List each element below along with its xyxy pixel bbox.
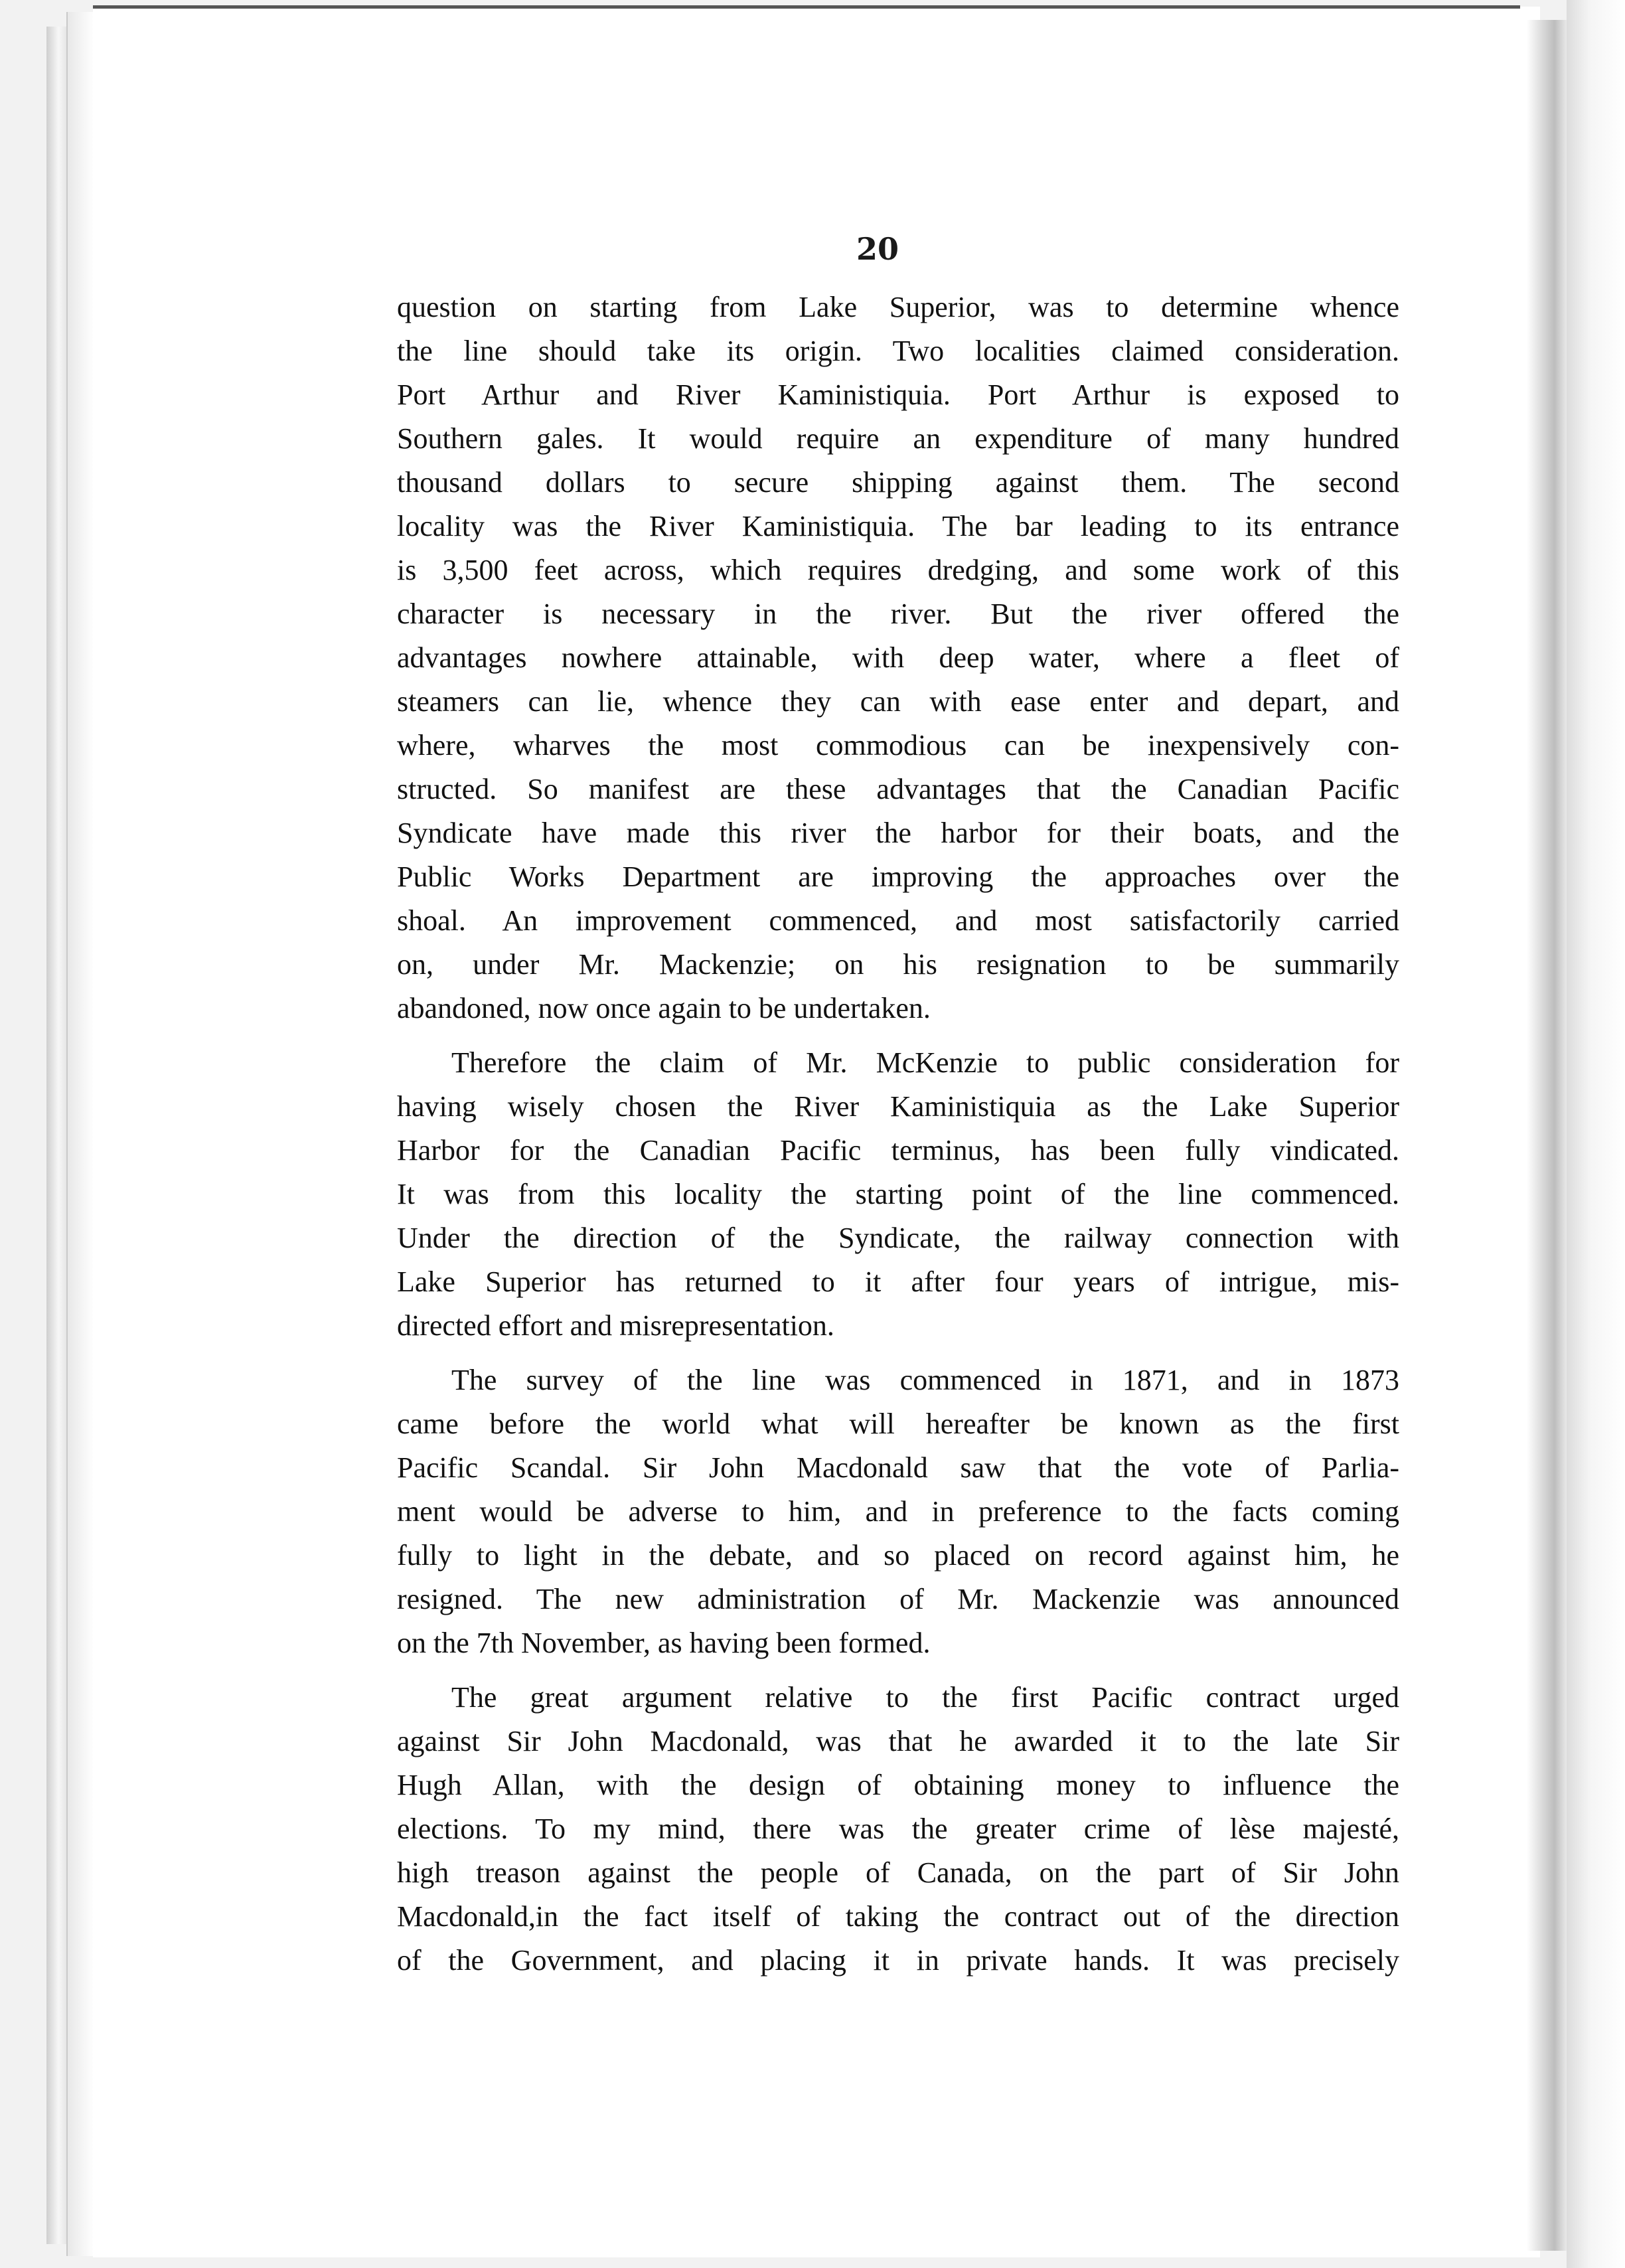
text-line: having wisely chosen the River Kaministiquia as the Lake Superior xyxy=(397,1090,1399,1123)
text-line: high treason against the people of Canada, on the part of Sir John xyxy=(397,1856,1399,1889)
text-line: elections. To my mind, there was the greater crime of lèse majesté, xyxy=(397,1813,1399,1845)
text-line: Port Arthur and River Kaministiquia. Port Arthur is exposed to xyxy=(397,378,1399,411)
text-line: where, wharves the most commodious can be inexpensively con- xyxy=(397,729,1399,762)
text-line: Macdonald,in the fact itself of taking the contract out of the direction xyxy=(397,1900,1399,1933)
text-line: resigned. The new administration of Mr. Mackenzie was announced xyxy=(397,1583,1399,1615)
text-line: structed. So manifest are these advantages that the Canadian Pacific xyxy=(397,773,1399,805)
text-line: Therefore the claim of Mr. McKenzie to public consideration for xyxy=(451,1046,1399,1079)
text-line: advantages nowhere attainable, with deep water, where a fleet of xyxy=(397,641,1399,674)
text-line: thousand dollars to secure shipping against them. The second xyxy=(397,466,1399,499)
text-line: shoal. An improvement commenced, and most satisfactorily carried xyxy=(397,904,1399,937)
page-number: 20 xyxy=(856,231,899,267)
text-line: directed effort and misrepresentation. xyxy=(397,1309,834,1342)
paragraph-gap xyxy=(397,1030,1399,1041)
scan-top-edge xyxy=(93,5,1520,9)
text-line: on the 7th November, as having been formed. xyxy=(397,1627,931,1659)
text-line: Pacific Scandal. Sir John Macdonald saw that the vote of Parlia- xyxy=(397,1451,1399,1484)
text-line: Syndicate have made this river the harbor for their boats, and the xyxy=(397,817,1399,849)
text-line: Lake Superior has returned to it after four years of intrigue, mis- xyxy=(397,1265,1399,1298)
paragraph-gap xyxy=(397,1665,1399,1676)
text-line: fully to light in the debate, and so placed on record against him, he xyxy=(397,1539,1399,1572)
text-line: The great argument relative to the first Pacific contract urged xyxy=(451,1681,1399,1714)
text-line: abandoned, now once again to be undertaken. xyxy=(397,992,931,1024)
page-gutter-shadow xyxy=(1527,20,1567,2251)
text-line: The survey of the line was commenced in 1871, and in 1873 xyxy=(451,1364,1399,1396)
text-line: is 3,500 feet across, which requires dredging, and some work of this xyxy=(397,554,1399,586)
text-line: locality was the River Kaministiquia. The bar leading to its entrance xyxy=(397,510,1399,542)
text-line: It was from this locality the starting point of the line commenced. xyxy=(397,1178,1399,1210)
page-stack-edge-left xyxy=(46,27,66,2244)
text-line: against Sir John Macdonald, was that he awarded it to the late Sir xyxy=(397,1725,1399,1757)
text-line: Under the direction of the Syndicate, the railway connection with xyxy=(397,1222,1399,1254)
text-line: Southern gales. It would require an expenditure of many hundred xyxy=(397,422,1399,455)
body-text xyxy=(397,285,1399,1983)
text-line: Public Works Department are improving the approaches over the xyxy=(397,860,1399,893)
text-line: Harbor for the Canadian Pacific terminus, has been fully vindicated. xyxy=(397,1134,1399,1167)
page-stack-edge-right xyxy=(1567,0,1625,2268)
text-line: Hugh Allan, with the design of obtaining money to influence the xyxy=(397,1769,1399,1801)
text-line: ment would be adverse to him, and in preference to the facts coming xyxy=(397,1495,1399,1528)
text-line: steamers can lie, whence they can with ease enter and depart, and xyxy=(397,685,1399,718)
text-line: of the Government, and placing it in private hands. It was precisely xyxy=(397,1944,1399,1977)
paragraph-gap xyxy=(397,1348,1399,1358)
page-stack-edge-left-inner xyxy=(66,12,94,2256)
text-line: on, under Mr. Mackenzie; on his resignation to be summarily xyxy=(397,948,1399,981)
text-line: character is necessary in the river. But the river offered the xyxy=(397,598,1399,630)
text-line: question on starting from Lake Superior, was to determine whence xyxy=(397,291,1399,323)
text-line: the line should take its origin. Two localities claimed consideration. xyxy=(397,335,1399,367)
text-line: came before the world what will hereafter be known as the first xyxy=(397,1408,1399,1440)
